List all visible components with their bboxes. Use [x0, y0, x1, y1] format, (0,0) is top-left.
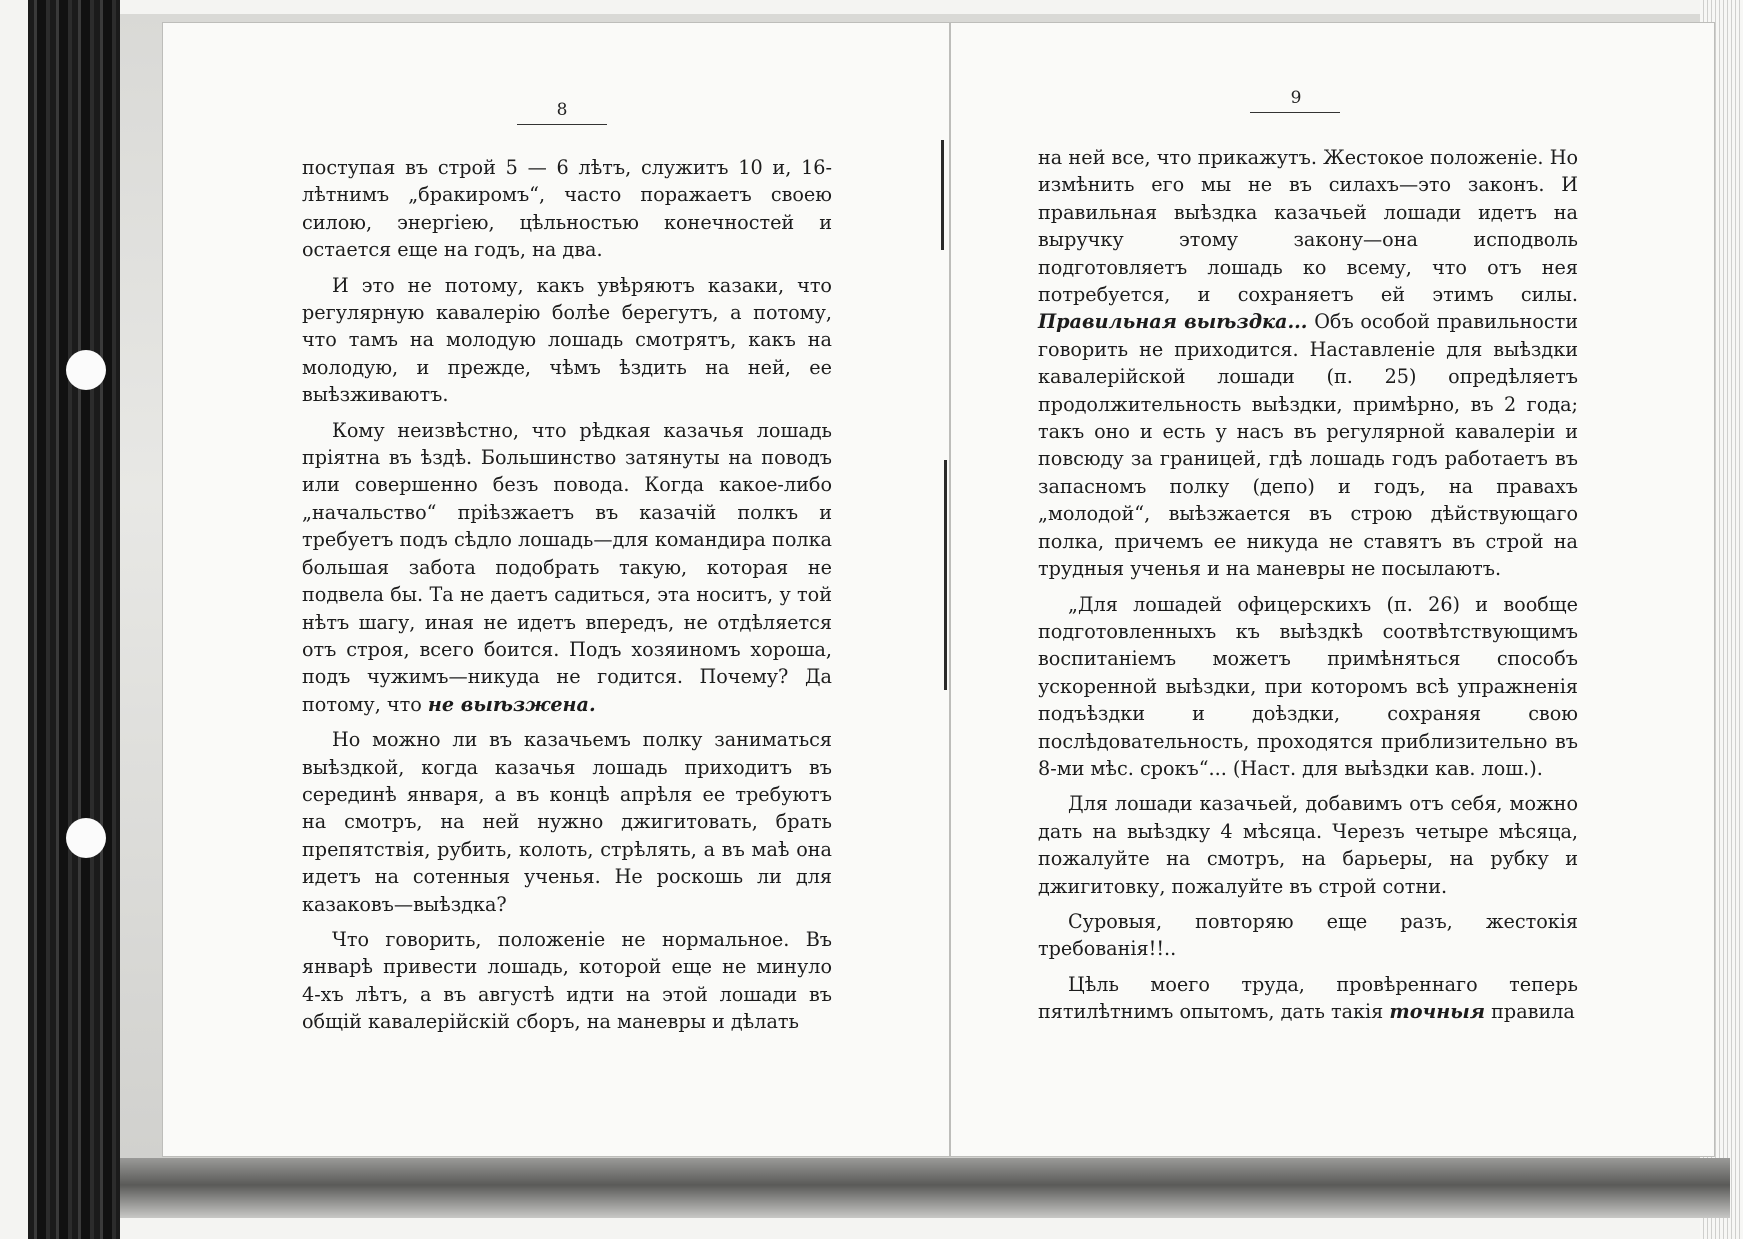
paragraph: Для лошади казачьей, добавимъ отъ себя, можно дать на выѣздку 4 мѣсяца. Черезъ четыре мѣсяца, пожалуйте на смотръ, на барьеры, на рубку и джигитовку, пожалуйте въ строй сотни. — [1038, 792, 1578, 898]
paragraph: Суровыя, повторяю еще разъ, жестокія требованія!!.. — [1038, 909, 1578, 961]
paragraph: Цѣль моего труда, провѣреннаго теперь пятилѣтнимъ опытомъ, дать такія точныя правила — [1038, 972, 1578, 1024]
paragraph: И это не потому, какъ увѣряютъ казаки, что регулярную кавалерію болѣе берегутъ, а потому, что тамъ на молодую лошадь смотрятъ, какъ на молодую, и прежде, чѣмъ ѣздить на ней, ее выѣзживаютъ. — [302, 273, 832, 407]
right-page-text — [1038, 144, 1578, 1034]
binding-strip — [28, 0, 120, 1239]
paragraph: Но можно ли въ казачьемъ полку заниматься выѣздкой, когда казачья лошадь приходитъ въ серединѣ января, а въ концѣ апрѣля ее требуютъ на смотръ, на ней нужно джигитовать, брать препятствія, рубить, колоть, стрѣлять, а въ маѣ она идетъ на сотенныя ученья. Не роскошь ли для казаковъ—выѣздка? — [302, 728, 832, 916]
punch-hole-top — [66, 350, 106, 390]
gutter-mark — [941, 140, 944, 250]
page-number: 9 — [1290, 88, 1302, 108]
right-page — [950, 22, 1715, 1157]
left-page-text — [302, 154, 832, 1044]
paragraph: Кому неизвѣстно, что рѣдкая казачья лошадь пріятна въ ѣздѣ. Большинство затянуты на поводъ или совершенно безъ повода. Когда какое-либо „начальство“ пріѣзжаетъ въ казачій полкъ и требуетъ подъ сѣдло лошадь—для командира полка большая забота подобрать такую, которая не подвела бы. Та не даетъ садиться, эта носитъ, у той нѣтъ шагу, иная не идетъ впередъ, не отдѣляется отъ строя, всего боится. Подъ хозяиномъ хороша, подъ чужимъ—никуда не годится. Почему? Да потому, что не выѣзжена. — [302, 418, 832, 716]
punch-hole-bottom — [66, 818, 106, 858]
emphasis: Правильная выѣздка... — [1038, 310, 1308, 334]
paragraph: на ней все, что прикажутъ. Жестокое положеніе. Но измѣнить его мы не въ силахъ—это законъ. И правильная выѣздка казачьей лошади идетъ на выручку этому закону—она исподволь подготовляетъ лошадь ко всему, что отъ нея потребуется, и сохраняетъ ей этимъ силы. Правильная выѣздка... Объ особой правильности говорить не приходится. Наставленіе для выѣздки кавалерійской лошади (п. 25) опредѣляетъ продолжительность выѣздки, примѣрно, въ 2 года; такъ оно и есть у насъ въ регулярной кавалеріи и повсюду за границей, гдѣ лошадь годъ работаетъ въ запасномъ полку (депо) и годъ, на правахъ „молодой“, выѣзжается въ строю дѣйствующаго полка, причемъ ее никуда не ставятъ въ строй на трудныя ученья и на маневры не посылаютъ. — [1038, 146, 1578, 581]
folio-rule — [517, 124, 607, 125]
page-number: 8 — [556, 100, 568, 120]
paragraph: Что говорить, положеніе не нормальное. Въ январѣ привести лошадь, которой еще не минуло 4-хъ лѣтъ, а въ августѣ идти на этой лошади въ общій кавалерійскій сборъ, на маневры и дѣлать — [302, 927, 832, 1034]
gutter-mark — [944, 460, 947, 690]
folio-rule — [1250, 112, 1340, 113]
left-page — [162, 22, 950, 1157]
emphasis: точныя — [1389, 1000, 1486, 1024]
emphasis: не выѣзжена. — [427, 692, 596, 716]
bottom-shadow — [120, 1158, 1730, 1218]
paragraph: поступая въ строй 5 — 6 лѣтъ, служитъ 10 и, 16-лѣтнимъ „бракиромъ“, часто поражаетъ своею силою, энергіею, цѣльностью конечностей и остается еще на годъ, на два. — [302, 156, 832, 262]
paragraph: „Для лошадей офицерскихъ (п. 26) и вообще подготовленныхъ къ выѣздкѣ соотвѣтствующимъ воспитаніемъ можетъ примѣняться способъ ускоренной выѣздки, при которомъ всѣ упражненія подъѣздки и доѣздки, сохраняя свою послѣдовательность, проходятся приблизительно въ 8-ми мѣс. срокъ“... (Наст. для выѣздки кав. лош.). — [1038, 592, 1578, 780]
